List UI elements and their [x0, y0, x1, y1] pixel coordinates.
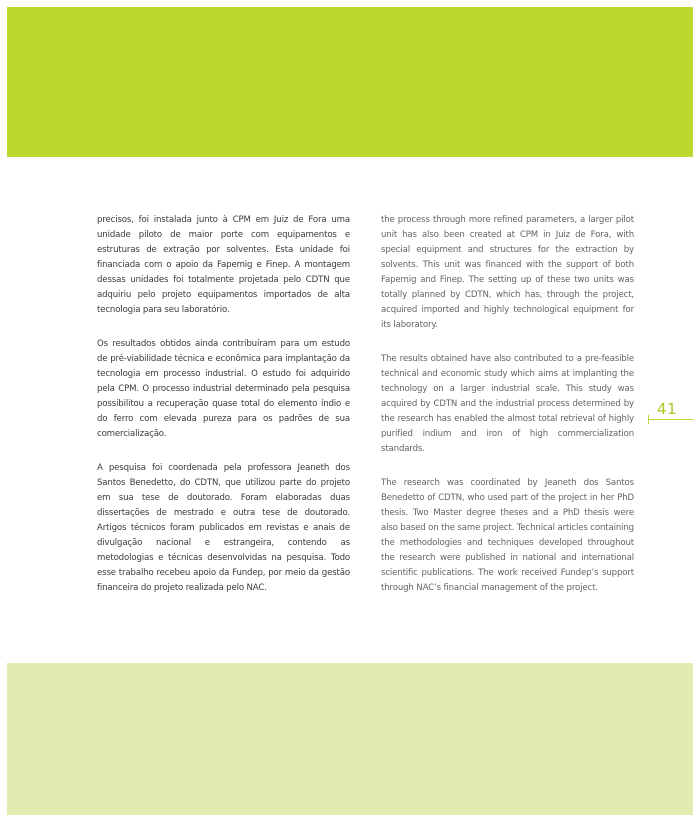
english-text-column: [381, 213, 634, 596]
top-color-band: [7, 7, 693, 157]
portuguese-paragraph-1: precisos, foi instalada junto à CPM em Juiz de Fora uma unidade piloto de maior porte com equipamentos e estruturas de extração por solventes. Esta unidade foi financiada com o apoio da Fapemig e Finep. A montagem dessas unidades foi totalmente projetada pelo CDTN que adquiriu pelo projeto equipamentos importados de alta tecnologia para seu laboratório.: [97, 215, 350, 315]
english-paragraph-2: The results obtained have also contributed to a pre-feasible technical and economic study which aims at implanting the technology on a larger industrial scale. This study was acquired by CDTN and the industrial process determined by the research has enabled the almost total retrieval of highly purified indium and iron of high commercialization standards.: [381, 354, 634, 454]
portuguese-text-column: [97, 213, 350, 596]
portuguese-paragraph-2: Os resultados obtidos ainda contribuíram para um estudo de pré-viabilidade técnica e econômica para implantação da tecnologia em processo industrial. O estudo foi adquirido pela CPM. O processo industrial determinado pela pesquisa possibilitou a recuperação quase total do elemento índio e do ferro com elevada pureza para os padrões de sua comercialização.: [97, 339, 350, 439]
english-paragraph-3: The research was coordinated by Jeaneth dos Santos Benedetto of CDTN, who used part of the project in her PhD thesis. Two Master degree theses and a PhD thesis were also based on the same project. Technical articles containing the methodologies and techniques developed throughout the research were published in national and international scientific publications. The work received Fundep’s support through NAC’s financial management of the project.: [381, 478, 634, 593]
page-number-rule: [648, 419, 693, 420]
english-paragraph-1: the process through more refined parameters, a larger pilot unit has also been created at CPM in Juiz de Fora, with special equipment and structures for the extraction by solvents. This unit was financed with the support of both Fapemig and Finep. The setting up of these two units was totally planned by CDTN, which has, through the project, acquired imported and highly technological equipment for its laboratory.: [381, 215, 634, 330]
page-number-tick: [648, 415, 649, 424]
page-number: 41: [657, 400, 678, 418]
page-number-marker: [646, 400, 693, 424]
portuguese-paragraph-3: A pesquisa foi coordenada pela professora Jeaneth dos Santos Benedetto, do CDTN, que utilizou parte do projeto em sua tese de doutorado. Foram elaboradas duas dissertações de mestrado e outra tese de doutorado. Artigos técnicos foram publicados em revistas e anais de divulgação nacional e estrangeira, contendo as metodologias e técnicas desenvolvidas na pesquisa. Todo esse trabalho recebeu apoio da Fundep, por meio da gestão financeira do projeto realizada pelo NAC.: [97, 463, 350, 593]
bottom-color-band: [7, 663, 693, 815]
